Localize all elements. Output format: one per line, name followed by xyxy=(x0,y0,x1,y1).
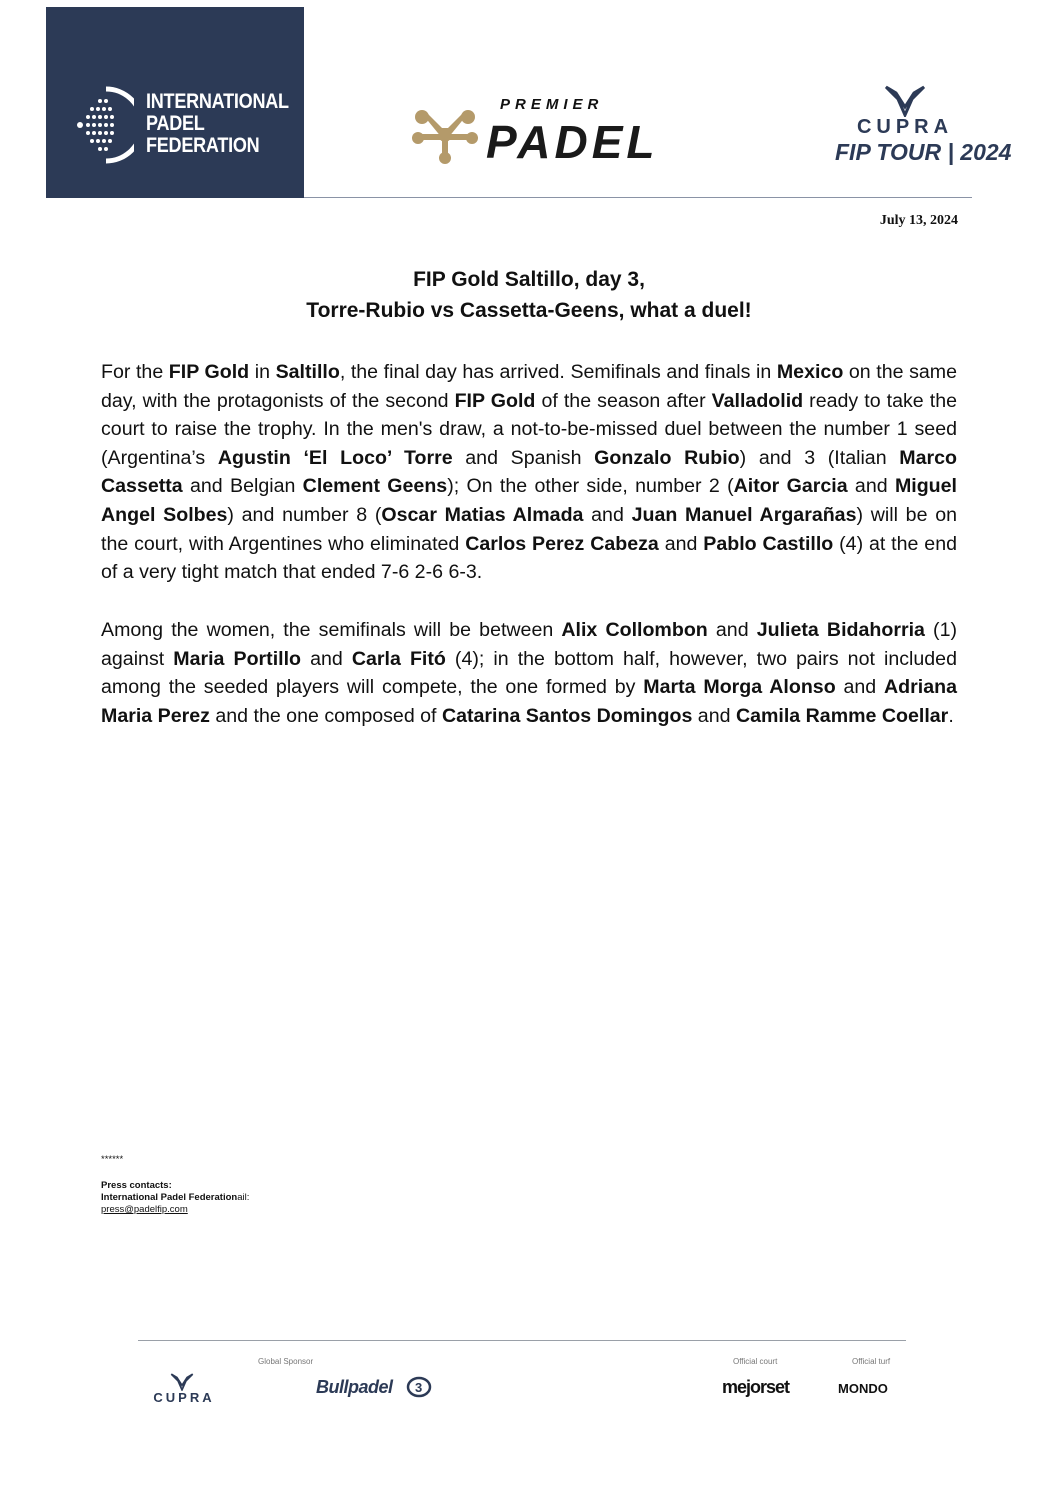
text-run: ready to take the court to raise the trophy. In the men's draw, a not-to-be-missed duel between the number 1 seed (Argentina’s xyxy=(101,389,957,469)
text-run: (1) against xyxy=(101,619,957,670)
cupra-wordmark: CUPRA xyxy=(856,116,954,138)
text-run: and xyxy=(658,532,704,555)
text-run: and Spanish xyxy=(452,446,595,469)
text-run: and xyxy=(847,475,895,498)
bold-name-run: Valladolid xyxy=(711,389,804,412)
bold-name-run: Marta Morga Alonso xyxy=(643,676,836,699)
mejorset-wordmark: mejorset xyxy=(722,1377,790,1397)
bold-name-run: Julieta Bidahorria xyxy=(756,619,925,641)
bold-name-run: Clement Geens xyxy=(302,475,448,498)
padel-wordmark: PADEL xyxy=(486,116,659,168)
text-run: and xyxy=(692,704,736,727)
press-email-link[interactable]: press@padelfip.com xyxy=(101,1204,188,1215)
mondo-wordmark: MONDO xyxy=(838,1381,888,1396)
text-run: and xyxy=(583,503,632,526)
contacts-org-suffix: ail: xyxy=(237,1192,250,1203)
bold-name-run: Carla Fitó xyxy=(351,647,446,670)
text-run: . xyxy=(948,704,954,727)
bold-name-run: Camila Ramme Coellar xyxy=(735,704,949,727)
bold-name-run: Pablo Castillo xyxy=(703,532,834,555)
text-run: on the same day, with the protagonists of the second xyxy=(101,361,957,412)
contacts-org: International Padel Federation xyxy=(101,1192,238,1203)
text-run: and xyxy=(707,619,757,641)
bold-name-run: Oscar Matias Almada xyxy=(381,503,584,526)
text-run: Among the women, the semifinals will be between xyxy=(101,619,562,641)
bold-name-run: Alix Collombon xyxy=(561,619,708,641)
contacts-org-line xyxy=(101,1192,249,1204)
separator-stars: ****** xyxy=(101,1154,124,1165)
text-run: For the xyxy=(101,361,169,383)
bold-name-run: Juan Manuel Argarañas xyxy=(631,503,857,526)
text-run: ); On the other side, number 2 ( xyxy=(447,475,734,498)
text-run: and xyxy=(301,647,352,670)
premier-padel-flower-icon xyxy=(412,108,478,164)
bold-name-run: FIP Gold xyxy=(168,361,250,383)
text-run: and the one composed of xyxy=(209,704,442,727)
body-paragraph-1 xyxy=(101,358,957,587)
body-paragraph-2 xyxy=(101,616,957,730)
premier-wordmark: PREMIER xyxy=(500,96,604,113)
text-run: and Belgian xyxy=(182,475,303,498)
bold-name-run: Carlos Perez Cabeza xyxy=(465,532,659,555)
headline-line-1: FIP Gold Saltillo, day 3, xyxy=(413,268,645,291)
text-run: ) will be on the court, with Argentines who eliminated xyxy=(101,503,957,555)
text-run: (4) at the end of a very tight match that ended 7-6 2-6 6-3. xyxy=(101,532,957,584)
official-turf-label: Official turf xyxy=(852,1357,891,1366)
text-run: in xyxy=(249,361,276,383)
text-run: and xyxy=(835,676,885,699)
text-run: , the final day has arrived. Semifinals and finals in xyxy=(339,361,777,383)
bold-name-run: Saltillo xyxy=(275,361,340,383)
press-contacts xyxy=(101,1154,249,1216)
bold-name-run: Marco Cassetta xyxy=(101,446,957,498)
cupra-emblem-icon xyxy=(884,85,926,117)
text-run: (4); in the bottom half, however, two pairs not included among the seeded players will compete, the one formed by xyxy=(101,647,957,699)
headline-line-2: Torre-Rubio vs Cassetta-Geens, what a duel! xyxy=(306,299,752,322)
bullpadel-wordmark: Bullpadel xyxy=(316,1377,393,1397)
contacts-heading: Press contacts: xyxy=(101,1180,172,1191)
text-run: ) and 3 (Italian xyxy=(739,446,900,469)
header-divider xyxy=(304,197,972,198)
cupra-emblem-icon xyxy=(170,1373,194,1391)
bold-name-run: Mexico xyxy=(776,361,844,383)
footer-cupra-wordmark: CUPRA xyxy=(153,1390,215,1405)
bold-name-run: Aitor Garcia xyxy=(733,475,848,498)
bold-name-run: Miguel Angel Solbes xyxy=(101,475,957,526)
fip-tour-wordmark: FIP TOUR | 2024 xyxy=(835,139,1012,165)
fip-logo-panel xyxy=(46,7,304,198)
bold-name-run: Maria Portillo xyxy=(173,647,302,670)
fip-logo-line: INTERNATIONAL xyxy=(146,90,289,113)
footer-divider xyxy=(138,1340,906,1341)
fip-logo-line: FEDERATION xyxy=(146,134,260,157)
svg-text:3: 3 xyxy=(415,1380,423,1395)
official-court-label: Official court xyxy=(733,1357,778,1366)
bold-name-run: Catarina Santos Domingos xyxy=(441,704,693,727)
text-run: ) and number 8 ( xyxy=(227,503,382,526)
bold-name-run: Gonzalo Rubio xyxy=(594,446,740,469)
padel-ball-icon xyxy=(76,85,134,165)
bold-name-run: Adriana Maria Perez xyxy=(101,676,957,727)
fip-logo-text xyxy=(146,91,289,157)
bullpadel-mark-icon xyxy=(406,1376,432,1398)
release-date: July 13, 2024 xyxy=(879,213,958,228)
fip-logo-line: PADEL xyxy=(146,112,205,135)
bold-name-run: Agustin ‘El Loco’ Torre xyxy=(217,446,453,469)
text-run: of the season after xyxy=(535,389,712,412)
bold-name-run: FIP Gold xyxy=(454,389,536,412)
global-sponsor-label: Global Sponsor xyxy=(258,1357,314,1366)
